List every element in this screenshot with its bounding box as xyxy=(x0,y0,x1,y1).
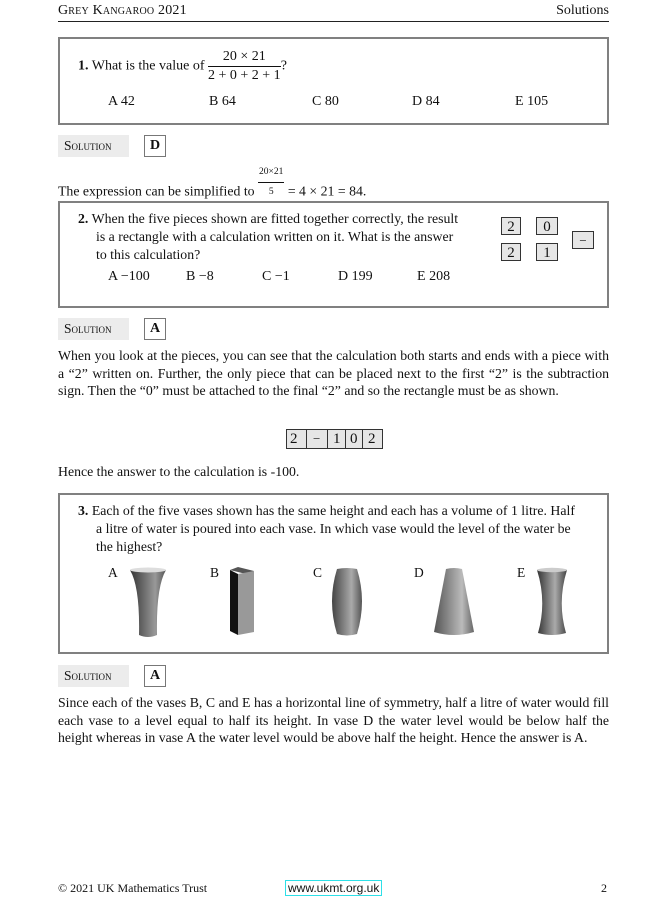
flared-top-vase-icon xyxy=(128,567,168,639)
puzzle-piece-minus: − xyxy=(572,231,594,249)
option-e: E 208 xyxy=(417,269,451,284)
solution-1-fraction: $\frac{20\times 21}{5}$ xyxy=(258,164,284,201)
vase-label-d: D xyxy=(414,565,424,580)
rectangular-prism-vase-icon xyxy=(228,567,256,637)
solution-label: Solution xyxy=(58,665,129,687)
puzzle-piece-0: 0 xyxy=(536,217,558,235)
vase-label-b: B xyxy=(210,565,220,580)
solution-answer: A xyxy=(144,665,166,687)
cone-frustum-vase-icon xyxy=(432,567,476,637)
vase-label-e: E xyxy=(517,565,526,580)
puzzle-piece-1: 1 xyxy=(536,243,558,261)
solution-answer: D xyxy=(144,135,166,157)
assembled-piece: 1 xyxy=(333,431,341,447)
solution-answer: A xyxy=(144,318,166,340)
solution-1-text: The expression can be simplified to $\frac{20\times 21}{5}$ = 4 × 21 = 84. xyxy=(58,164,609,201)
assembled-piece: 2 xyxy=(368,431,376,447)
option-d: D 84 xyxy=(412,94,440,109)
document-title: Grey Kangaroo 2021 xyxy=(58,3,187,18)
question-1-text: 1. What is the value of $\frac{20 \times 21}{2 + 0 + 2 + 1}$ ? xyxy=(78,49,287,83)
option-b: B 64 xyxy=(209,94,236,109)
question-3-text: 3. Each of the five vases shown has the same height and each has a volume of 1 litre. Half a litre of water is poured into each vase. In which vase would the level of the water be the highest? xyxy=(78,503,575,554)
solution-label: Solution xyxy=(58,135,129,157)
section-title: Solutions xyxy=(556,3,609,18)
question-2-text: 2. When the five pieces shown are fitted together correctly, the result is a rectangle with a calculation written on it. What is the answer to this calculation? xyxy=(78,211,459,262)
assembled-piece: 2 xyxy=(290,431,298,447)
barrel-vase-icon xyxy=(330,567,364,637)
question-1-box xyxy=(58,37,609,125)
solution-3-text: Since each of the vases B, C and E has a horizontal line of symmetry, half a litre of water would fill each vase to a level equal to half its height. In vase D the water level would be below half the height whereas in vase A the water level would be above half the height. Hence the answer is A. xyxy=(58,695,609,745)
option-c: C −1 xyxy=(262,269,290,284)
page-header xyxy=(58,0,609,22)
solution-2-conclusion: Hence the answer to the calculation is -100. xyxy=(58,464,300,479)
hourglass-vase-icon xyxy=(536,567,568,637)
question-2-box xyxy=(58,201,609,308)
footer-link-wrap xyxy=(285,881,382,896)
puzzle-piece-2-top: 2 xyxy=(501,217,521,235)
assembled-piece: 0 xyxy=(350,431,358,447)
vase-label-a: A xyxy=(108,565,118,580)
website-link[interactable]: www.ukmt.org.uk xyxy=(285,880,382,896)
question-1-fraction: $\frac{20 \times 21}{2 + 0 + 2 + 1}$ xyxy=(208,49,281,83)
solution-label: Solution xyxy=(58,318,129,340)
option-c: C 80 xyxy=(312,94,339,109)
solution-2-text: When you look at the pieces, you can see that the calculation both starts and ends with a piece with a “2” written on. Further, the only piece that can be placed next to the first “2” is the subtraction sign. Then the “0” must be attached to the final “2” and so the rectangle must be as shown. xyxy=(58,348,609,398)
assembled-piece: − xyxy=(313,431,321,446)
option-a: A −100 xyxy=(108,269,150,284)
vase-label-c: C xyxy=(313,565,323,580)
footer-copyright: © 2021 UK Mathematics Trust xyxy=(58,881,208,895)
puzzle-piece-2-bottom: 2 xyxy=(501,243,521,261)
page-number: 2 xyxy=(601,881,607,895)
option-e: E 105 xyxy=(515,94,549,109)
option-d: D 199 xyxy=(338,269,373,284)
option-a: A 42 xyxy=(108,94,135,109)
option-b: B −8 xyxy=(186,269,214,284)
assembled-rectangle xyxy=(286,429,383,449)
question-3-box xyxy=(58,493,609,654)
